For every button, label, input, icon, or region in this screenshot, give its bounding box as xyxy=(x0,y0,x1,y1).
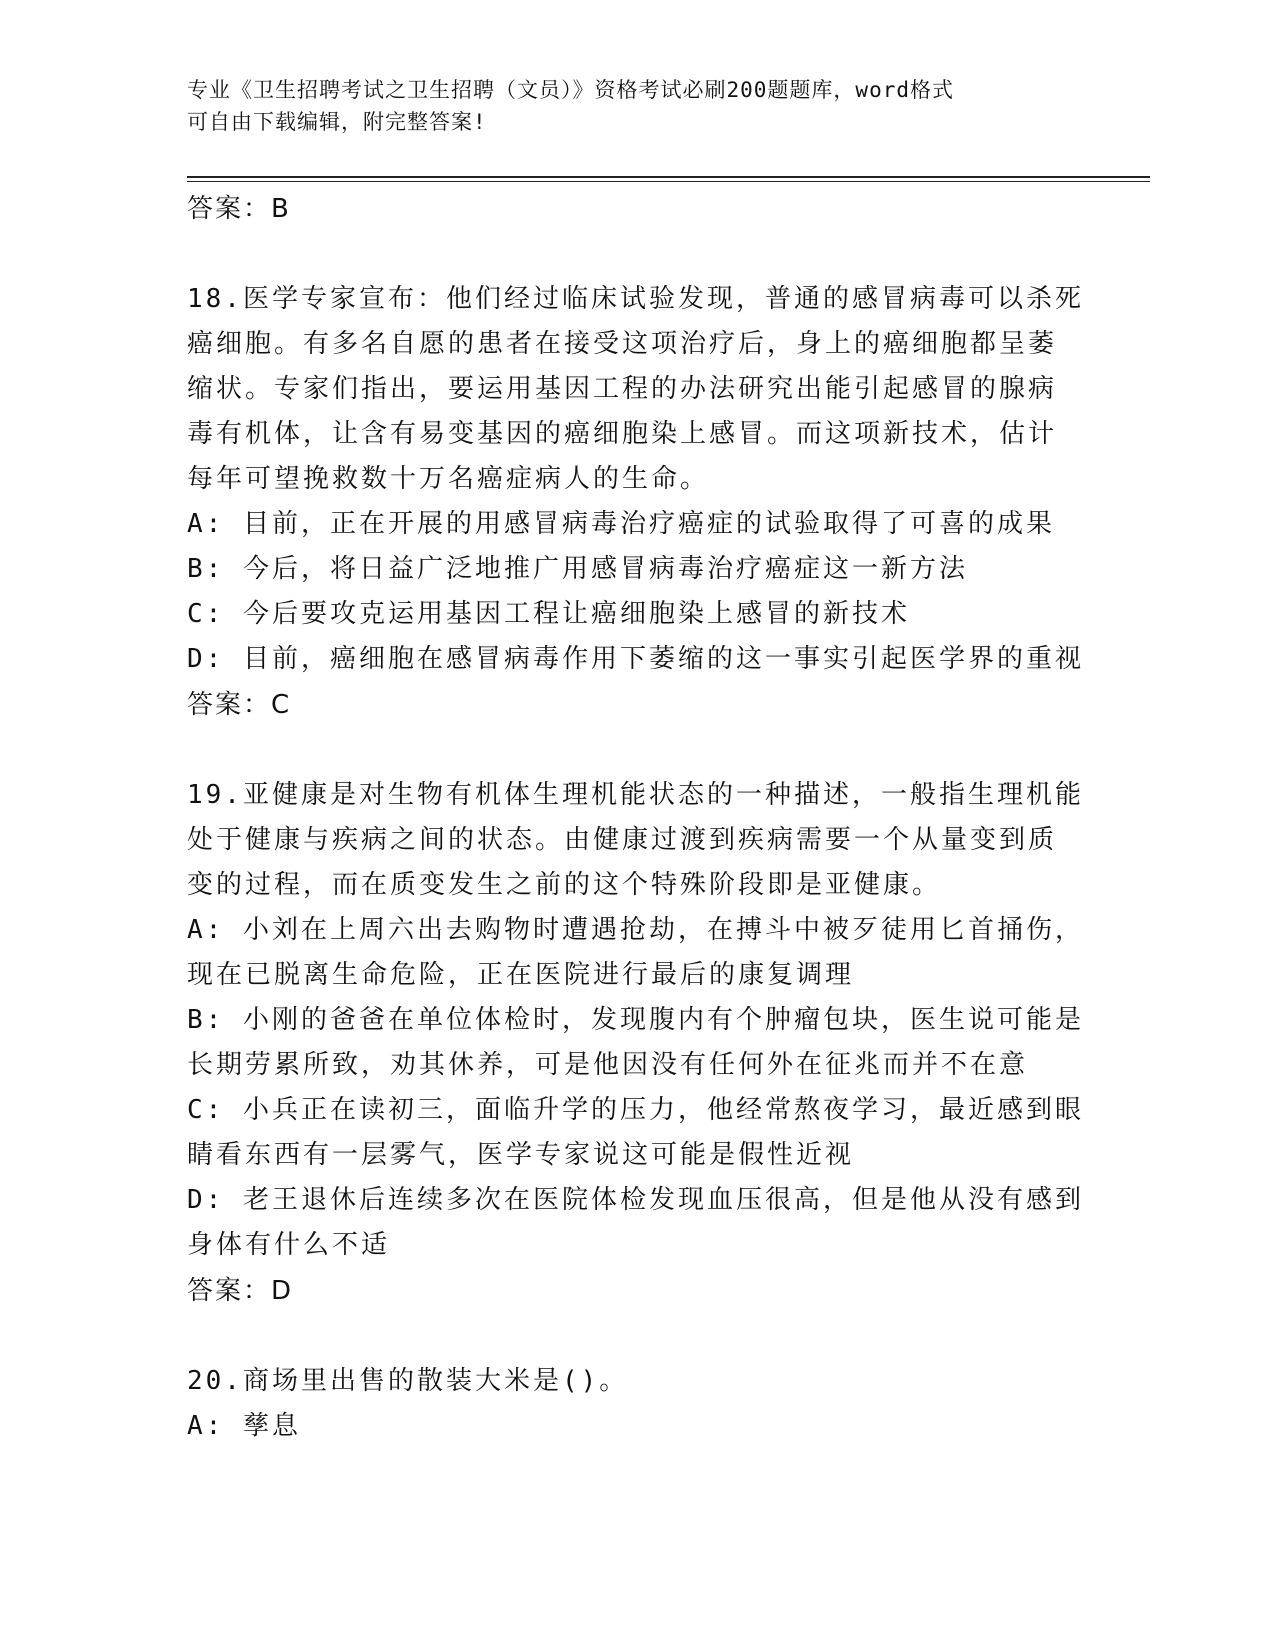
question-text-line: 癌细胞。有多名自愿的患者在接受这项治疗后，身上的癌细胞都呈萎 xyxy=(187,329,1058,359)
option-text-line: 现在已脱离生命危险，正在医院进行最后的康复调理 xyxy=(187,960,855,990)
question-text-line: 变的过程，而在质变发生之前的这个特殊阶段即是亚健康。 xyxy=(187,870,942,900)
option-text-line: B: 今后，将日益广泛地推广用感冒病毒治疗癌症这一新方法 xyxy=(187,554,968,584)
option-text-line: 睛看东西有一层雾气，医学专家说这可能是假性近视 xyxy=(187,1140,855,1170)
answer-option xyxy=(187,1404,1087,1449)
question-block xyxy=(187,232,1087,728)
question-text-line: 毒有机体，让含有易变基因的癌细胞染上感冒。而这项新技术，估计 xyxy=(187,419,1058,449)
question-text-line: 处于健康与疾病之间的状态。由健康过渡到疾病需要一个从量变到质 xyxy=(187,825,1058,855)
header-divider-thin xyxy=(187,181,1150,182)
option-text-line: D: 老王退休后连续多次在医院体检发现血压很高，但是他从没有感到 xyxy=(187,1185,1084,1215)
option-text-line: 身体有什么不适 xyxy=(187,1230,391,1260)
answer-option xyxy=(187,1178,1087,1268)
answer-option xyxy=(187,502,1087,547)
option-text-line: C: 今后要攻克运用基因工程让癌细胞染上感冒的新技术 xyxy=(187,599,910,629)
question-block xyxy=(187,1314,1087,1449)
question-text-line: 每年可望挽救数十万名癌症病人的生命。 xyxy=(187,464,710,494)
option-text-line: A: 小刘在上周六出去购物时遭遇抢劫，在搏斗中被歹徒用匕首捅伤， xyxy=(187,915,1084,945)
option-text-line: B: 小刚的爸爸在单位体检时，发现腹内有个肿瘤包块，医生说可能是 xyxy=(187,1005,1084,1035)
answer-option xyxy=(187,592,1087,637)
question-block xyxy=(187,728,1087,1314)
option-text-line: 长期劳累所致，劝其休养，可是他因没有任何外在征兆而并不在意 xyxy=(187,1050,1029,1080)
answer-option xyxy=(187,908,1087,998)
option-text-line: A: 孳息 xyxy=(187,1411,301,1441)
question-text-line: 19.亚健康是对生物有机体生理机能状态的一种描述，一般指生理机能 xyxy=(187,780,1084,810)
answer-option xyxy=(187,637,1087,682)
option-text-line: C: 小兵正在读初三，面临升学的压力，他经常熬夜学习，最近感到眼 xyxy=(187,1095,1084,1125)
option-text-line: D: 目前，癌细胞在感冒病毒作用下萎缩的这一事实引起医学界的重视 xyxy=(187,644,1084,674)
header-divider-thick xyxy=(187,176,1150,178)
block-gap xyxy=(187,728,1087,773)
document-header xyxy=(187,74,1067,138)
question-text-line: 18.医学专家宣布：他们经过临床试验发现，普通的感冒病毒可以杀死 xyxy=(187,284,1084,314)
header-line-2: 可自由下载编辑，附完整答案! xyxy=(187,110,487,134)
answer-key: 答案：B xyxy=(187,194,291,224)
question-block xyxy=(187,186,1087,232)
answer-option xyxy=(187,998,1087,1088)
answer-key: 答案：D xyxy=(187,1276,294,1306)
header-line-1: 专业《卫生招聘考试之卫生招聘（文员）》资格考试必刷200题题库，word格式 xyxy=(187,78,954,102)
document-body xyxy=(187,186,1087,1449)
answer-option xyxy=(187,547,1087,592)
question-text-line: 20.商场里出售的散装大米是()。 xyxy=(187,1366,629,1396)
block-gap xyxy=(187,1314,1087,1359)
question-text-line: 缩状。专家们指出，要运用基因工程的办法研究出能引起感冒的腺病 xyxy=(187,374,1058,404)
answer-option xyxy=(187,1088,1087,1178)
option-text-line: A: 目前，正在开展的用感冒病毒治疗癌症的试验取得了可喜的成果 xyxy=(187,509,1055,539)
answer-key: 答案：C xyxy=(187,690,292,720)
block-gap xyxy=(187,232,1087,277)
